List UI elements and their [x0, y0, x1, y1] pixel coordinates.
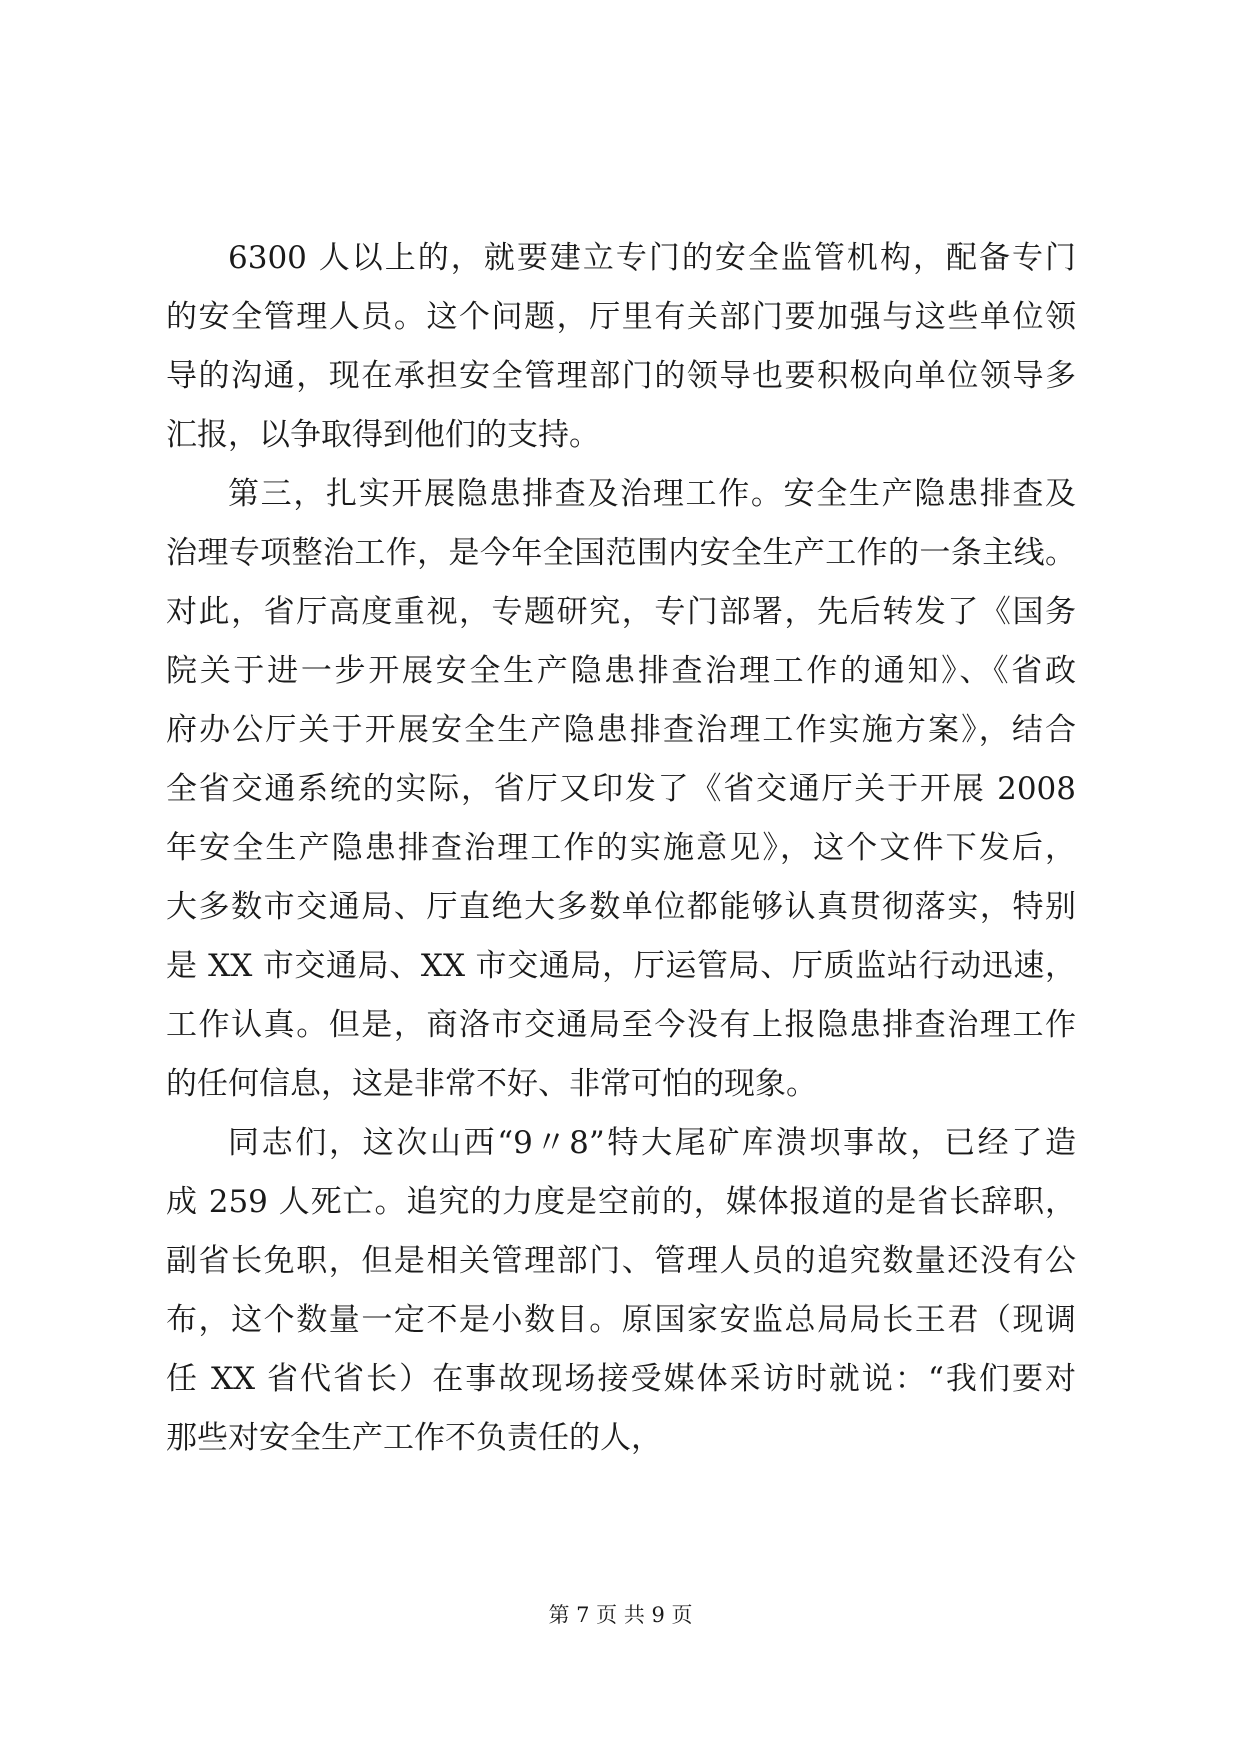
paragraph-line: 第三，扎实开展隐患排查及治理工作。安全生产隐患排查及: [228, 476, 1076, 512]
page-footer: 第 7 页 共 9 页: [548, 1603, 693, 1627]
paragraph-line: 府办公厅关于开展安全生产隐患排查治理工作实施方案》，结合: [166, 712, 1076, 748]
paragraph-line: 是 XX 市交通局、XX 市交通局，厅运管局、厅质监站行动迅速，: [166, 948, 1076, 984]
paragraph-line: 院关于进一步开展安全生产隐患排查治理工作的通知》、《省政: [166, 653, 1076, 689]
paragraph-line: 任 XX 省代省长）在事故现场接受媒体采访时就说：“我们要对: [166, 1361, 1076, 1397]
paragraph-line: 的任何信息，这是非常不好、非常可怕的现象。: [166, 1066, 817, 1102]
paragraph-line: 布，这个数量一定不是小数目。原国家安监总局局长王君（现调: [166, 1302, 1076, 1338]
paragraph-line: 的安全管理人员。这个问题，厅里有关部门要加强与这些单位领: [166, 299, 1076, 335]
paragraph-line: 工作认真。但是，商洛市交通局至今没有上报隐患排查治理工作: [166, 1007, 1076, 1043]
paragraph-line: 同志们，这次山西“9〃8”特大尾矿库溃坝事故，已经了造: [228, 1125, 1076, 1161]
paragraph-line: 对此，省厅高度重视，专题研究，专门部署，先后转发了《国务: [166, 594, 1076, 630]
paragraph-line: 大多数市交通局、厅直绝大多数单位都能够认真贯彻落实，特别: [166, 889, 1076, 925]
paragraph-line: 全省交通系统的实际，省厅又印发了《省交通厅关于开展 2008: [166, 771, 1076, 807]
paragraph-line: 成 259 人死亡。追究的力度是空前的，媒体报道的是省长辞职，: [166, 1184, 1076, 1220]
paragraph-line: 汇报，以争取得到他们的支持。: [166, 417, 600, 453]
paragraph-line: 副省长免职，但是相关管理部门、管理人员的追究数量还没有公: [166, 1243, 1076, 1279]
paragraph-line: 6300 人以上的，就要建立专门的安全监管机构，配备专门: [228, 240, 1076, 276]
paragraph-line: 年安全生产隐患排查治理工作的实施意见》，这个文件下发后，: [166, 830, 1076, 866]
paragraph-line: 导的沟通，现在承担安全管理部门的领导也要积极向单位领导多: [166, 358, 1076, 394]
paragraph-line: 治理专项整治工作，是今年全国范围内安全生产工作的一条主线。: [166, 535, 1076, 571]
paragraph-line: 那些对安全生产工作不负责任的人，: [166, 1420, 662, 1456]
